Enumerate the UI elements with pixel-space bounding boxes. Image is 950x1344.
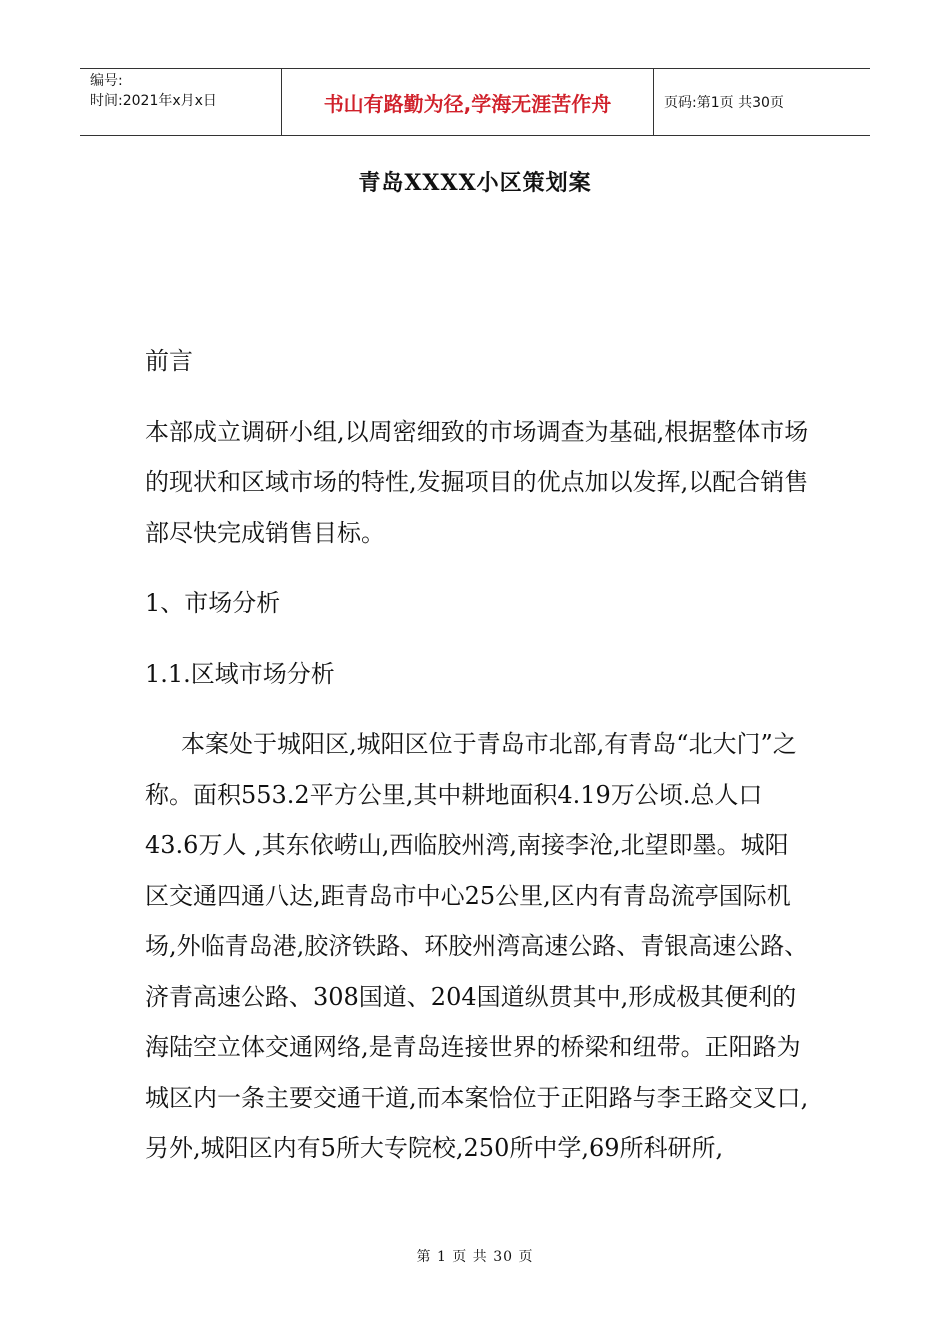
section-heading-market-analysis: 1、市场分析 (145, 589, 281, 617)
header-page-info: 页码:第1页 共30页 (664, 95, 784, 111)
header-meta (80, 69, 282, 135)
document-time-label: 时间:2021年x月x日 (90, 93, 217, 109)
document-title: 青岛XXXX小区策划案 (358, 170, 592, 196)
regional-market-paragraph: 本案处于城阳区,城阳区位于青岛市北部,有青岛“北大门”之称。面积553.2平方公里,其中耕地面积4.19万公顷.总人口43.6万人 ,其东依崂山,西临胶州湾,南接李沧,北望即墨。城阳区交通四通八达,距青岛市中心25公里,区内有青岛流亭国际机场,外临青岛港,胶济铁路、环胶州湾高速公路、青银高速公路、济青高速公路、308国道、204国道纵贯其中,形成极其便利的海陆空立体交通网络,是青岛连接世界的桥梁和纽带。正阳路为城区内一条主要交通干道,而本案恰位于正阳路与李王路交叉口, 另外,城阳区内有5所大专院校,250所中学,69所科研所, (145, 730, 809, 1162)
document-body (145, 336, 810, 1174)
preface-heading: 前言 (145, 347, 193, 375)
document-number-label: 编号: (90, 73, 123, 89)
page-footer: 第 1 页 共 30 页 (416, 1249, 534, 1265)
subsection-heading-regional-market: 1.1.区域市场分析 (145, 659, 335, 688)
header-motto: 书山有路勤为径,学海无涯苦作舟 (282, 69, 654, 135)
preface-paragraph: 本部成立调研小组,以周密细致的市场调查为基础,根据整体市场的现状和区域市场的特性,发掘项目的优点加以发挥,以配合销售部尽快完成销售目标。 (145, 417, 809, 547)
page-header (80, 68, 870, 136)
